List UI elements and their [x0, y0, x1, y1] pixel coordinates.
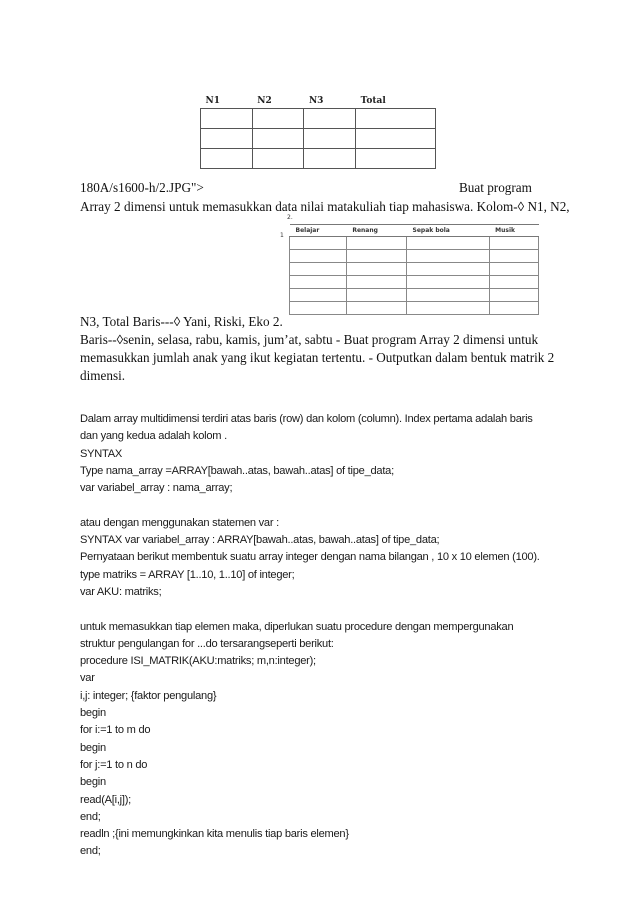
table-row	[290, 250, 539, 263]
body-line: begin	[80, 776, 106, 789]
header-n3: N3	[308, 95, 324, 106]
header-n2: N2	[257, 95, 272, 106]
body-line: i,j: integer; {faktor pengulang}	[80, 689, 217, 702]
body-line: begin	[80, 707, 106, 720]
intro-line-4: Baris--◊senin, selasa, rabu, kamis, jum’at, sabtu - Buat program Array 2 dimensi untuk	[80, 332, 539, 347]
body-line: var variabel_array : nama_array;	[80, 482, 233, 495]
intro-line-1-right: Buat program	[459, 180, 532, 195]
body-line: atau dengan menggunakan statemen var :	[80, 516, 279, 529]
header-renang: Renang	[346, 225, 406, 237]
body-line: for i:=1 to m do	[80, 724, 151, 737]
body-line	[80, 601, 580, 618]
table-row	[201, 109, 436, 129]
table-row	[290, 263, 539, 276]
table-row	[290, 276, 539, 289]
header-belajar: Belajar	[290, 225, 347, 237]
body-line: type matriks = ARRAY [1..10, 1..10] of integer;	[80, 568, 295, 581]
figure-mark-top: 2.	[287, 214, 293, 221]
body-line: SYNTAX	[80, 447, 123, 460]
table-row	[201, 129, 436, 149]
header-sepak-bola: Sepak bola	[407, 225, 490, 237]
body-line: SYNTAX var variabel_array : ARRAY[bawah..atas, bawah..atas] of tipe_data;	[80, 534, 440, 547]
body-line: end;	[80, 845, 101, 858]
body-line: Dalam array multidimensi terdiri atas baris (row) dan kolom (column). Index pertama adalah baris	[80, 413, 533, 425]
body-line: read(A[i,j]);	[80, 793, 131, 806]
body-line: var	[80, 672, 95, 685]
nilai-table-header	[201, 95, 436, 109]
figure-table-kegiatan	[280, 214, 542, 326]
body-line: end;	[80, 810, 101, 823]
kegiatan-table	[289, 224, 539, 315]
nilai-table	[200, 95, 436, 169]
figure-mark-side: 1	[280, 232, 284, 239]
body-text	[80, 411, 580, 861]
body-line: var AKU: matriks;	[80, 585, 162, 598]
intro-line-2: Array 2 dimensi untuk memasukkan data nilai matakuliah tiap mahasiswa. Kolom-◊ N1, N2,	[80, 199, 570, 214]
body-line: for j:=1 to n do	[80, 758, 148, 771]
intro-line-3: N3, Total Baris---◊ Yani, Riski, Eko 2.	[80, 314, 283, 329]
table-row	[290, 289, 539, 302]
intro-line-5: memasukkan jumlah anak yang ikut kegiatan tertentu. - Outputkan dalam bentuk matrik 2	[80, 350, 555, 365]
table-row	[290, 237, 539, 250]
kegiatan-table-header	[290, 225, 539, 237]
body-line: dan yang kedua adalah kolom .	[80, 430, 227, 443]
body-line: Pernyataan berikut membentuk suatu array integer dengan nama bilangan , 10 x 10 elemen (100).	[80, 551, 540, 564]
body-line: procedure ISI_MATRIK(AKU:matriks; m,n:integer);	[80, 655, 316, 668]
body-line	[80, 497, 580, 514]
body-line: readln ;{ini memungkinkan kita menulis tiap baris elemen}	[80, 828, 349, 841]
body-line: begin	[80, 741, 106, 754]
table-row	[201, 149, 436, 169]
body-line: untuk memasukkan tiap elemen maka, diperlukan suatu procedure dengan mempergunakan	[80, 620, 514, 633]
table-row	[290, 302, 539, 315]
figure-table-nilai	[200, 95, 436, 167]
intro-line-1-left: 180A/s1600-h/2.JPG">	[80, 180, 204, 195]
body-line: struktur pengulangan for ...do tersarangseperti berikut:	[80, 637, 334, 650]
header-total: Total	[360, 95, 386, 106]
header-musik: Musik	[489, 225, 538, 237]
header-n1: N1	[205, 95, 220, 106]
body-line: Type nama_array =ARRAY[bawah..atas, bawah..atas] of tipe_data;	[80, 464, 394, 477]
intro-line-6: dimensi.	[80, 368, 126, 383]
